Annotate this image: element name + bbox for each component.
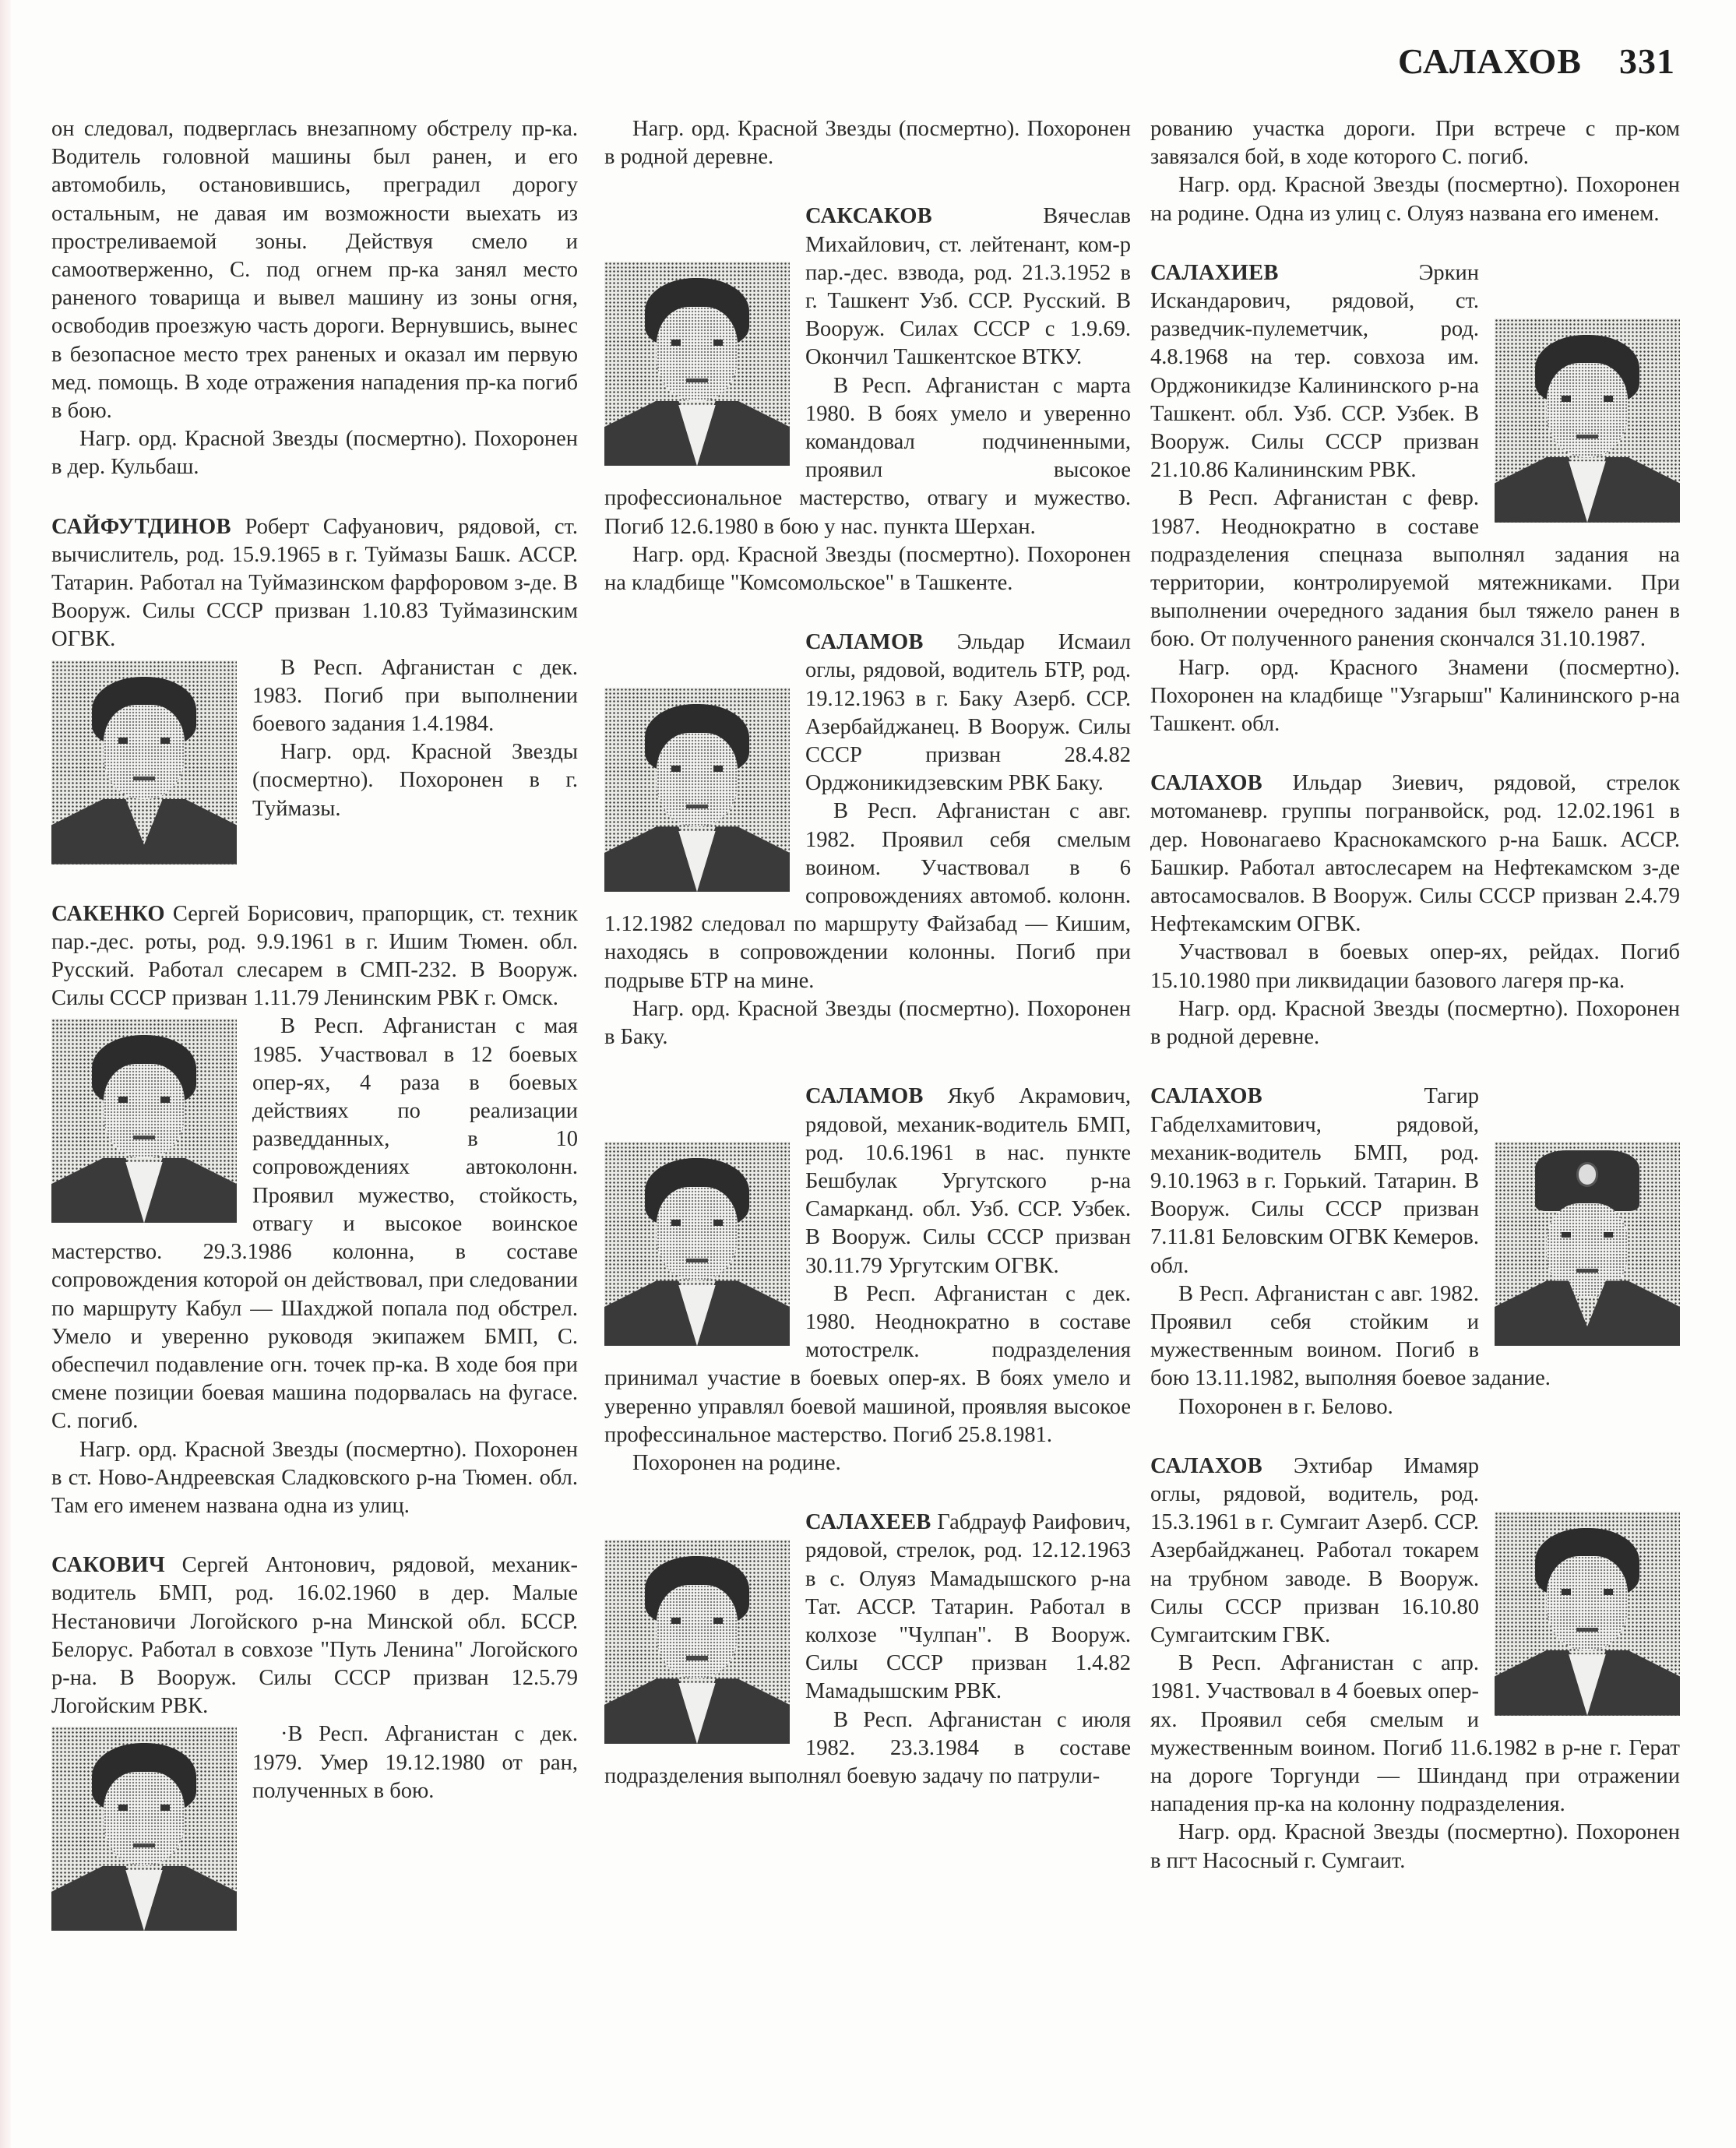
photo-eyes: [118, 1097, 171, 1103]
portrait-photo: [1495, 1142, 1680, 1346]
entry-bio: Вячеслав Михайлович, ст. лейтенант, ком-р пар.-дес. взвода, род. 21.3.1952 в г. Ташкент Узб. ССР. Русский. В Вооруж. Силах СССР с 1.9.69. Окончил Ташкентское ВТКУ.: [805, 204, 1131, 370]
entry-surname: САЛАХИЕВ: [1150, 260, 1279, 285]
entry-salakhov-ildar: [1150, 769, 1680, 1051]
portrait-photo: [604, 262, 790, 466]
entry-salakhov-tagir: [1150, 1083, 1680, 1421]
entry-award-burial: Нагр. орд. Красной Звезды (посмертно). Похоронен на кладбище "Комсомольское" в Ташкенте.: [604, 542, 1131, 596]
entry-award-burial-text: Нагр. орд. Красной Звезды (посмертно). Похоронен на родине. Одна из улиц с. Олуяз названа его именем.: [1150, 173, 1680, 226]
photo-face: [657, 307, 738, 401]
photo-mouth: [1576, 1269, 1599, 1273]
entry-salakhiev: [1150, 259, 1680, 738]
entry-bio: Сергей Борисович, прапорщик, ст. техник пар.-дес. роты, род. 9.9.1961 в г. Ишим Тюмен. обл. Русский. Работал слесарем в СМП-232. В Вооруж. Силы СССР призван 1.11.79 Ленинским РВК г. Омск.: [51, 901, 578, 1011]
entry-salamov-yakub: [604, 1083, 1131, 1477]
photo-mustache: [1576, 1628, 1599, 1632]
portrait-photo: [51, 1727, 237, 1931]
entry-surname: САЛАХЕЕВ: [805, 1510, 931, 1535]
photo-mouth: [133, 1843, 156, 1847]
entry-surname: САКОВИЧ: [51, 1553, 166, 1578]
photo-face: [1547, 1556, 1629, 1650]
entry-service: В Респ. Афганистан с дек. 1983. Погиб при выполнении боевого задания 1.4.1984.: [252, 655, 578, 737]
entry-service: ·В Респ. Афганистан с дек. 1979. Умер 19.12.1980 от ран, полученных в бою.: [252, 1722, 578, 1803]
portrait-photo: [604, 688, 790, 892]
entry-bio: Тагир Габделхамитович, рядовой, механик-водитель БМП, род. 9.10.1963 в г. Горький. Татарин. В Вооруж. Силы СССР призван 7.11.81 Беловским ОГВК Кемеров. обл.: [1150, 1084, 1479, 1278]
entry-service: В Респ. Афганистан с дек. 1980. Неоднократно в составе мотострелк. подразделения принимал участие в боевых опер-ях. В боях умело и уверенно управлял боевой машиной, проявляя высокое профессинальное мастерство. Погиб 25.8.1981.: [604, 1281, 1131, 1447]
photo-eyes: [671, 766, 724, 772]
photo-mouth: [686, 805, 709, 808]
entry-service: Участвовал в боевых опер-ях, рейдах. Погиб 15.10.1980 при ликвидации базового лагеря пр-ка.: [1150, 940, 1680, 993]
photo-cap-badge: [1576, 1162, 1599, 1186]
running-title: САЛАХОВ: [1398, 41, 1582, 81]
photo-face: [657, 1187, 738, 1281]
entry-salakhov-ekhtibar: [1150, 1453, 1680, 1875]
entry-sakovich: [51, 1551, 578, 1935]
entry-award-burial: Нагр. орд. Красной Звезды (посмертно). Похоронен в родной деревне.: [604, 117, 1131, 170]
entry-lead: [1150, 769, 1680, 938]
portrait-photo: [1495, 319, 1680, 523]
photo-shoulders: [51, 799, 237, 864]
photo-face: [657, 1585, 738, 1679]
entry-award-burial: Нагр. орд. Красной Звезды (посмертно). Похоронен в ст. Ново-Андреевская Сладковского р-на Тюмен. обл. Там его именем названа одна из улиц.: [51, 1437, 578, 1518]
entry-sakenko: [51, 900, 578, 1520]
entry-continuation: [51, 115, 578, 482]
entry-award-burial: Нагр. орд. Красной Звезды (посмертно). Похоронен в Баку.: [604, 996, 1131, 1050]
entry-bio: Эльдар Исмаил оглы, рядовой, водитель БТР, род. 19.12.1963 в г. Баку Азерб. ССР. Азербайджанец. В Вооруж. Силы СССР призван 28.4.82 Орджоникидзевским РВК Баку.: [805, 630, 1131, 796]
portrait-photo: [604, 1540, 790, 1744]
column-3: [1150, 115, 1680, 1907]
entry-bio: Ильдар Зиевич, рядовой, стрелок мотоманевр. группы погранвойск, род. 12.02.1961 в дер. Новонагаево Краснокамского р-на Башк. АССР. Башкир. Работал автослесарем на Нефтекамском з-де автосамосвалов. В Вооруж. Силы СССР призван 2.4.79 Нефтекамским ОГВК.: [1150, 771, 1680, 937]
page-edge-shadow: [0, 0, 11, 2148]
portrait-photo: [51, 1019, 237, 1223]
page-number: 331: [1619, 41, 1675, 81]
photo-eyes: [671, 1618, 724, 1624]
entry-saksakov: [604, 202, 1131, 597]
photo-eyes: [671, 1220, 724, 1226]
entry-award-burial: Нагр. орд. Красной Звезды (посмертно). Похоронен в дер. Кульбаш.: [51, 427, 578, 480]
entry-salakheev: [604, 1509, 1131, 1791]
entry-salamov-eldar: [604, 629, 1131, 1051]
entry-service: В Респ. Афганистан с июля 1982. 23.3.1984 в составе подразделения выполнял боевую задачу по патрули-: [604, 1707, 1131, 1788]
photo-mouth: [133, 1136, 156, 1139]
entry-surname: САЛАХОВ: [1150, 1453, 1262, 1478]
photo-eyes: [1562, 1232, 1614, 1238]
entry-lead: [51, 1551, 578, 1720]
entry-award-burial: [1150, 171, 1680, 227]
entry-surname: САЛАХОВ: [1150, 771, 1262, 796]
entry-surname: САЛАМОВ: [805, 1084, 924, 1109]
photo-face: [104, 1064, 185, 1158]
entry-service: В Респ. Афганистан с авг. 1982. Проявил себя стойким и мужественным воином. Погиб в бою 13.11.1982, выполняя боевое задание.: [1150, 1281, 1551, 1391]
photo-eyes: [118, 1805, 171, 1811]
photo-eyes: [118, 738, 171, 744]
entry-bio: Эхтибар Имамяр оглы, рядовой, водитель, род. 15.3.1961 в г. Сумгаит Азерб. ССР. Азербайджанец. Работал токарем на трубном заводе. В Вооруж. Силы СССР призван 16.10.80 Сумгаитским ГВК.: [1150, 1453, 1479, 1647]
column-2: [604, 115, 1131, 1822]
photo-face: [104, 705, 185, 799]
entry-service: В Респ. Афганистан с апр. 1981. Участвовал в 4 боевых опер-ях. Проявил себя смелым и мужественным воином. Погиб 11.6.1982 в р-не г. Герат на дороге Торгунди — Шинданд при отражении нападения пр-ка на колонну подразделения.: [1150, 1651, 1680, 1817]
entry-surname: САЛАМОВ: [805, 630, 924, 655]
photo-mouth: [686, 1656, 709, 1660]
entry-service: В Респ. Афганистан с авг. 1982. Проявил себя смелым воином. Участвовал в 6 сопровождениях автомоб. колонн. 1.12.1982 следовал по маршруту Файзабад — Кишим, находясь в сопровождении колонны. Погиб при подрыве БТР на мине.: [604, 799, 1131, 993]
running-head: [1398, 40, 1675, 82]
photo-mouth: [133, 776, 156, 780]
photo-eyes: [671, 340, 724, 346]
portrait-photo: [1495, 1512, 1680, 1716]
entry-burial: Похоронен в г. Белово.: [1178, 1394, 1393, 1419]
entry-lead: [51, 513, 578, 654]
photo-face: [657, 733, 738, 827]
entry-bio: Габдрауф Раифович, рядовой, стрелок, род. 12.12.1963 в с. Олуяз Мамадышского р-на Тат. АССР. Татарин. Работал в колхозе "Чулпан". В Вооруж. Силы СССР призван 1.4.82 Мамадышским РВК.: [805, 1510, 1131, 1704]
entry-award-burial: Нагр. орд. Красной Звезды (посмертно). Похоронен в родной деревне.: [1150, 996, 1680, 1050]
entry-burial: Похоронен на родине.: [632, 1450, 841, 1475]
entry-bio: Роберт Сафуанович, рядовой, ст. вычислитель, род. 15.9.1965 в г. Туймазы Башк. АССР. Татарин. Работал на Туймазинском фарфоровом з-де. В Вооруж. Силы СССР призван 1.10.83 Туймазинским ОГВК.: [51, 514, 578, 652]
portrait-photo: [51, 660, 237, 864]
entry-award-burial: Нагр. орд. Красной Звезды (посмертно). Похоронен в пгт Насосный г. Сумгаит.: [1150, 1820, 1680, 1873]
entry-bio: Якуб Акрамович, рядовой, механик-водитель БМП, род. 10.6.1961 в нас. пункте Бешбулак Ургутского р-на Самарканд. обл. Узб. ССР. Узбек. В Вооруж. Силы СССР призван 30.11.79 Ургутским ОГВК.: [805, 1084, 1131, 1278]
photo-mouth: [1576, 435, 1599, 438]
photo-eyes: [1562, 396, 1614, 402]
photo-mouth: [686, 1259, 709, 1262]
portrait-photo: [604, 1142, 790, 1346]
photo-face: [1547, 363, 1629, 457]
entry-award-burial: Нагр. орд. Красного Знамени (посмертно). Похоронен на кладбище "Узгарыш" Калининского р-на Ташкент. обл.: [1150, 655, 1680, 737]
entry-service: В Респ. Афганистан с мая 1985. Участвовал в 12 боевых опер-ях, 4 раза в боевых действиях по реализации разведданных, в 10 сопровождениях автоколонн. Проявил мужество, стойкость, отвагу и высокое воинское мастерство. 29.3.1986 колонна, в составе сопровождения которой он действовал, при следовании по маршруту Кабул — Шахджой попала под обстрел. Умело и уверенно руководя экипажем БМП, С. обеспечил подавление огн. точек пр-ка. В ходе боя при смене позиции боевая машина подорвалась на фугасе. С. погиб.: [51, 1014, 578, 1434]
entry-text: он следовал, подверглась внезапному обстрелу пр-ка. Водитель головной машины был ранен, и его автомобиль, остановившись, преградил дорогу остальным, не давая им возможности выехать из простреливаемой зоны. Действуя смело и самоотверженно, С. под огнем пр-ка занял место раненого товарища и вывел машину из зоны огня, освободив проезжую часть дороги. Вернувшись, вынес в безопасное место трех раненых и оказал им первую мед. помощь. В ходе отражения нападения пр-ка погиб в бою.: [51, 117, 578, 424]
entry-service: В Респ. Афганистан с февр. 1987. Неоднократно в составе подразделения спецназа выполнял задания на территории, контролируемой мятежниками. При выполнении очередного задания был тяжело ранен в бою. От полученного ранения скончался 31.10.1987.: [1150, 486, 1680, 652]
entry-service: В Респ. Афганистан с марта 1980. В боях умело и уверенно командовал подчиненными, проявил высокое профессиональное мастерство, отвагу и мужество. Погиб 12.6.1980 в бою у нас. пункта Шерхан.: [604, 373, 1131, 539]
entry-surname: САКЕНКО: [51, 901, 165, 926]
entry-lead: [51, 900, 578, 1013]
entry-text: рованию участка дороги. При встрече с пр-ком завязался бой, в ходе которого С. погиб.: [1150, 117, 1680, 170]
entry-continuation: [604, 115, 1131, 171]
entry-surname: САЙФУТДИНОВ: [51, 514, 231, 539]
photo-face: [104, 1772, 185, 1866]
entry-surname: САЛАХОВ: [1150, 1084, 1262, 1109]
photo-mustache: [686, 379, 709, 382]
entry-bio: Эркин Искандарович, рядовой, ст. разведчик-пулеметчик, род. 4.8.1968 на тер. совхоза им. Орджоникидзе Калининского р-на Ташкент. обл. Узб. ССР. Узбек. В Вооруж. Силы СССР призван 21.10.86 Калининским РВК.: [1150, 260, 1479, 483]
entry-continuation: [1150, 115, 1680, 228]
entry-surname: САКСАКОВ: [805, 204, 932, 229]
entry-award-burial: Нагр. орд. Красной Звезды (посмертно). Похоронен в г. Туймазы.: [252, 740, 578, 821]
entry-bio: Сергей Антонович, рядовой, механик-водитель БМП, род. 16.02.1960 в дер. Малые Нестановичи Логойского р-на Минской обл. БССР. Белорус. Работал в совхозе "Путь Ленина" Логойского р-на. В Вооруж. Силы СССР призван 12.5.79 Логойским РВК.: [51, 1553, 578, 1719]
entry-saifutdinov: [51, 513, 578, 869]
photo-eyes: [1562, 1589, 1614, 1595]
column-1-content: [51, 115, 578, 1967]
